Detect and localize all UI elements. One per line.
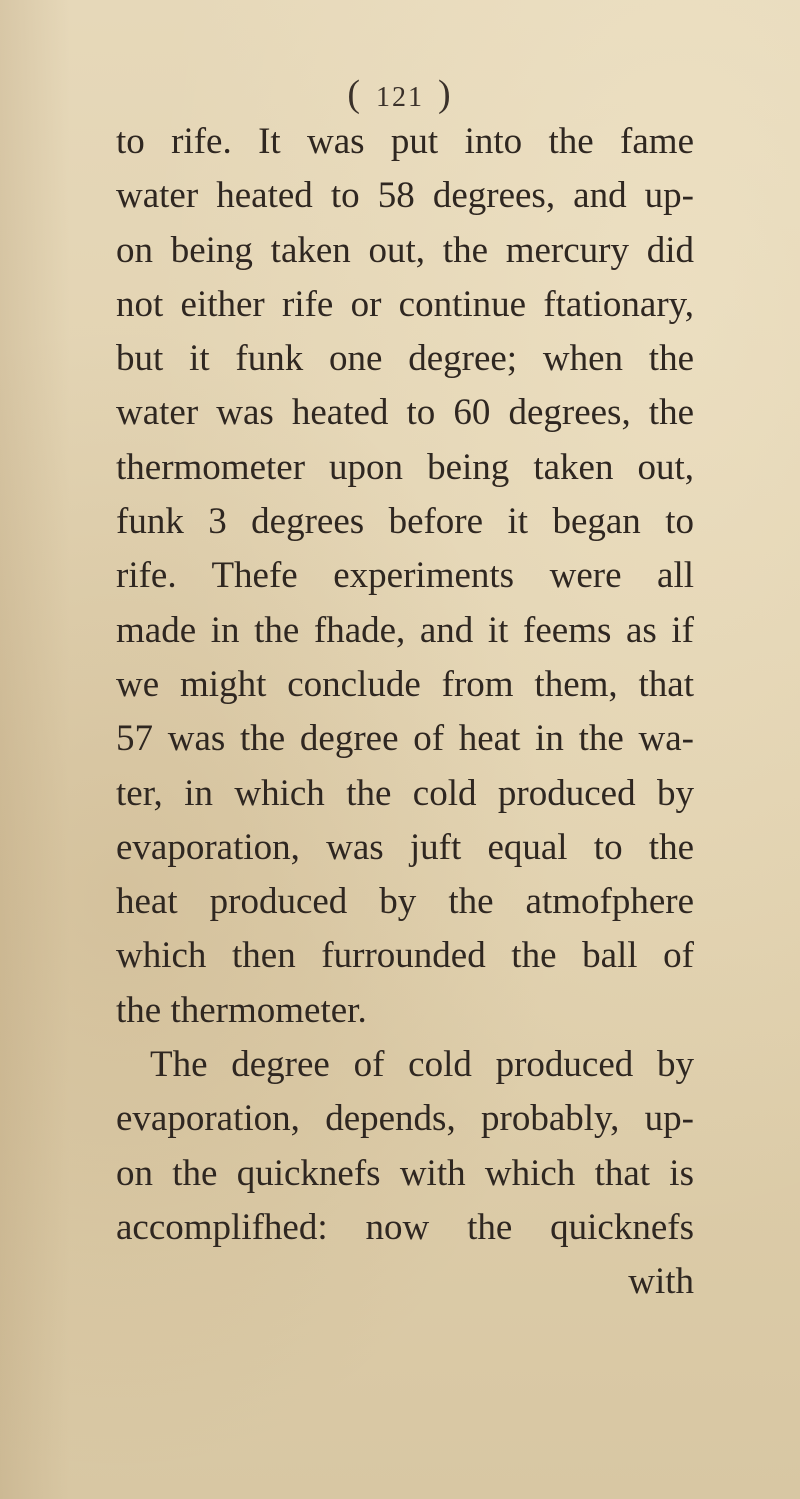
text-line: heat produced by the atmofphere: [116, 881, 694, 923]
text-line: 57 was the degree of heat in the wa-: [116, 718, 694, 760]
header-close-paren: ): [438, 73, 453, 115]
text-line: rife. Thefe experiments were all: [116, 555, 694, 597]
page-number: 121: [376, 82, 424, 113]
text-line: thermometer upon being taken out,: [116, 446, 694, 488]
text-line: evaporation, was juft equal to the: [116, 826, 694, 868]
text-line: which then furrounded the ball of: [116, 935, 694, 977]
text-line: funk 3 degrees before it began to: [116, 501, 694, 543]
paragraph-start-line: The degree of cold produced by: [150, 1044, 694, 1086]
paragraph-end-line: the thermometer.: [116, 989, 367, 1031]
text-line: water was heated to 60 degrees, the: [116, 392, 694, 434]
body-text: [116, 115, 694, 1310]
text-line: made in the fhade, and it feems as if: [116, 609, 694, 651]
text-line: we might conclude from them, that: [116, 663, 694, 705]
header-open-paren: (: [347, 73, 362, 115]
page-header: [0, 72, 800, 116]
text-line: ter, in which the cold produced by: [116, 772, 694, 814]
text-line: but it funk one degree; when the: [116, 338, 694, 380]
text-line: on the quicknefs with which that is: [116, 1152, 694, 1194]
catchword: with: [628, 1261, 694, 1303]
text-line: on being taken out, the mercury did: [116, 229, 694, 271]
text-line: evaporation, depends, probably, up-: [116, 1098, 694, 1140]
text-line: not either rife or continue ftationary,: [116, 283, 694, 325]
text-line: water heated to 58 degrees, and up-: [116, 175, 694, 217]
text-line: to rife. It was put into the fame: [116, 121, 694, 162]
text-line: accomplifhed: now the quicknefs: [116, 1206, 694, 1248]
